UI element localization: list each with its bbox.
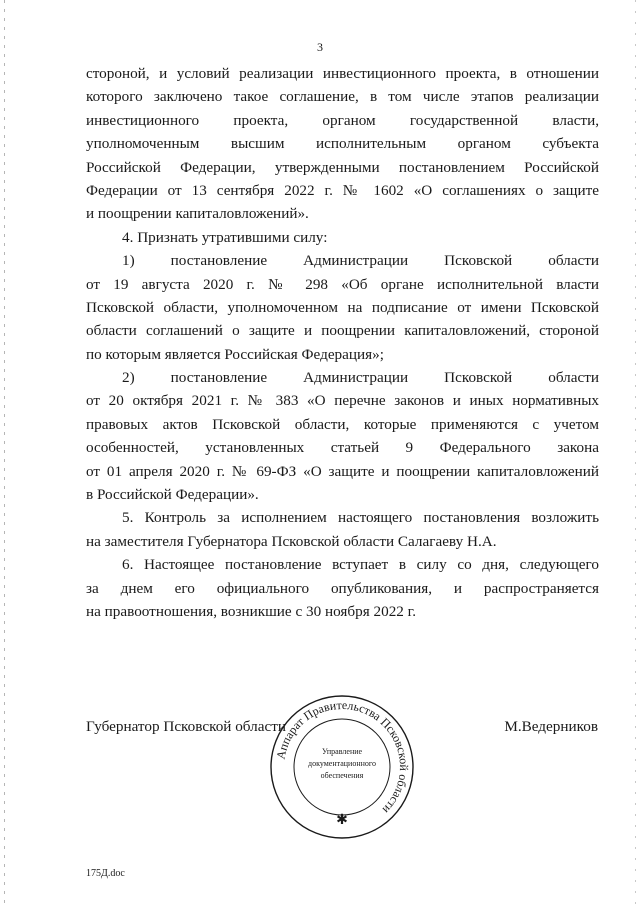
text-line: от 19 августа 2020 г. № 298 «Об органе исполнительной власти	[86, 275, 599, 293]
seal-inner-line-2: документационного	[308, 759, 376, 768]
text-line: которого заключено такое соглашение, в том числе этапов реализации	[86, 88, 599, 106]
paragraph-p-cont	[86, 62, 599, 226]
text-line: инвестиционного проекта, органом государственной власти,	[86, 111, 599, 129]
text-line: от 01 апреля 2020 г. № 69-ФЗ «О защите и поощрении капиталовложений	[86, 462, 599, 480]
text-line: уполномоченным высшим исполнительным органом субъекта	[86, 135, 599, 153]
text-line: 5. Контроль за исполнением настоящего постановления возложить	[122, 509, 599, 527]
text-line: 2) постановление Администрации Псковской области	[122, 369, 599, 387]
text-line: за днем его официального опубликования, и распространяется	[86, 579, 599, 597]
paragraph-p-5	[86, 506, 599, 553]
text-line: по которым является Российская Федерация»;	[86, 345, 384, 363]
paragraph-p-4-1	[86, 249, 599, 366]
seal-inner-line-3: обеспечения	[320, 771, 364, 780]
document-filename: 175Д.doc	[86, 868, 125, 879]
text-line: от 20 октября 2021 г. № 383 «О перечне законов и иных нормативных	[86, 392, 599, 410]
paragraph-p-6	[86, 553, 599, 623]
text-line: стороной, и условий реализации инвестиционного проекта, в отношении	[86, 65, 599, 82]
text-line: правовых актов Псковской области, которые применяются с учетом	[86, 415, 599, 433]
text-line: особенностей, установленных статьей 9 Федерального закона	[86, 439, 599, 457]
text-line: 4. Признать утратившими силу:	[122, 228, 328, 246]
text-line: Федерации от 13 сентября 2022 г. № 1602 «О соглашениях о защите	[86, 181, 599, 199]
text-line: 6. Настоящее постановление вступает в силу со дня, следующего	[122, 556, 599, 574]
seal-star-icon: ✱	[336, 813, 348, 828]
text-line: Российской Федерации, утвержденными постановлением Российской	[86, 158, 599, 176]
official-seal	[267, 692, 417, 842]
text-line: Псковской области, уполномоченном на подписание от имени Псковской	[86, 298, 599, 316]
scan-edge-left	[4, 0, 5, 905]
text-line: 1) постановление Администрации Псковской области	[122, 252, 599, 270]
text-line: на заместителя Губернатора Псковской области Салагаеву Н.А.	[86, 532, 497, 550]
paragraph-p-4-2	[86, 366, 599, 506]
page-number: 3	[317, 40, 323, 54]
text-line: на правоотношения, возникшие с 30 ноября 2022 г.	[86, 602, 416, 620]
signature-name: М.Ведерников	[504, 718, 598, 735]
seal-inner-line-1: Управление	[321, 747, 363, 756]
scan-edge-right	[635, 0, 636, 905]
document-body	[86, 62, 599, 623]
text-line: в Российской Федерации».	[86, 486, 259, 504]
seal-ring-text: Аппарат Правительства Псковской области	[273, 697, 412, 817]
paragraph-p-4	[86, 226, 599, 249]
signature-position: Губернатор Псковской области	[86, 718, 286, 735]
text-line: области соглашений о защите и поощрении капиталовложений, стороной	[86, 322, 599, 340]
text-line: и поощрении капиталовложений».	[86, 205, 309, 223]
